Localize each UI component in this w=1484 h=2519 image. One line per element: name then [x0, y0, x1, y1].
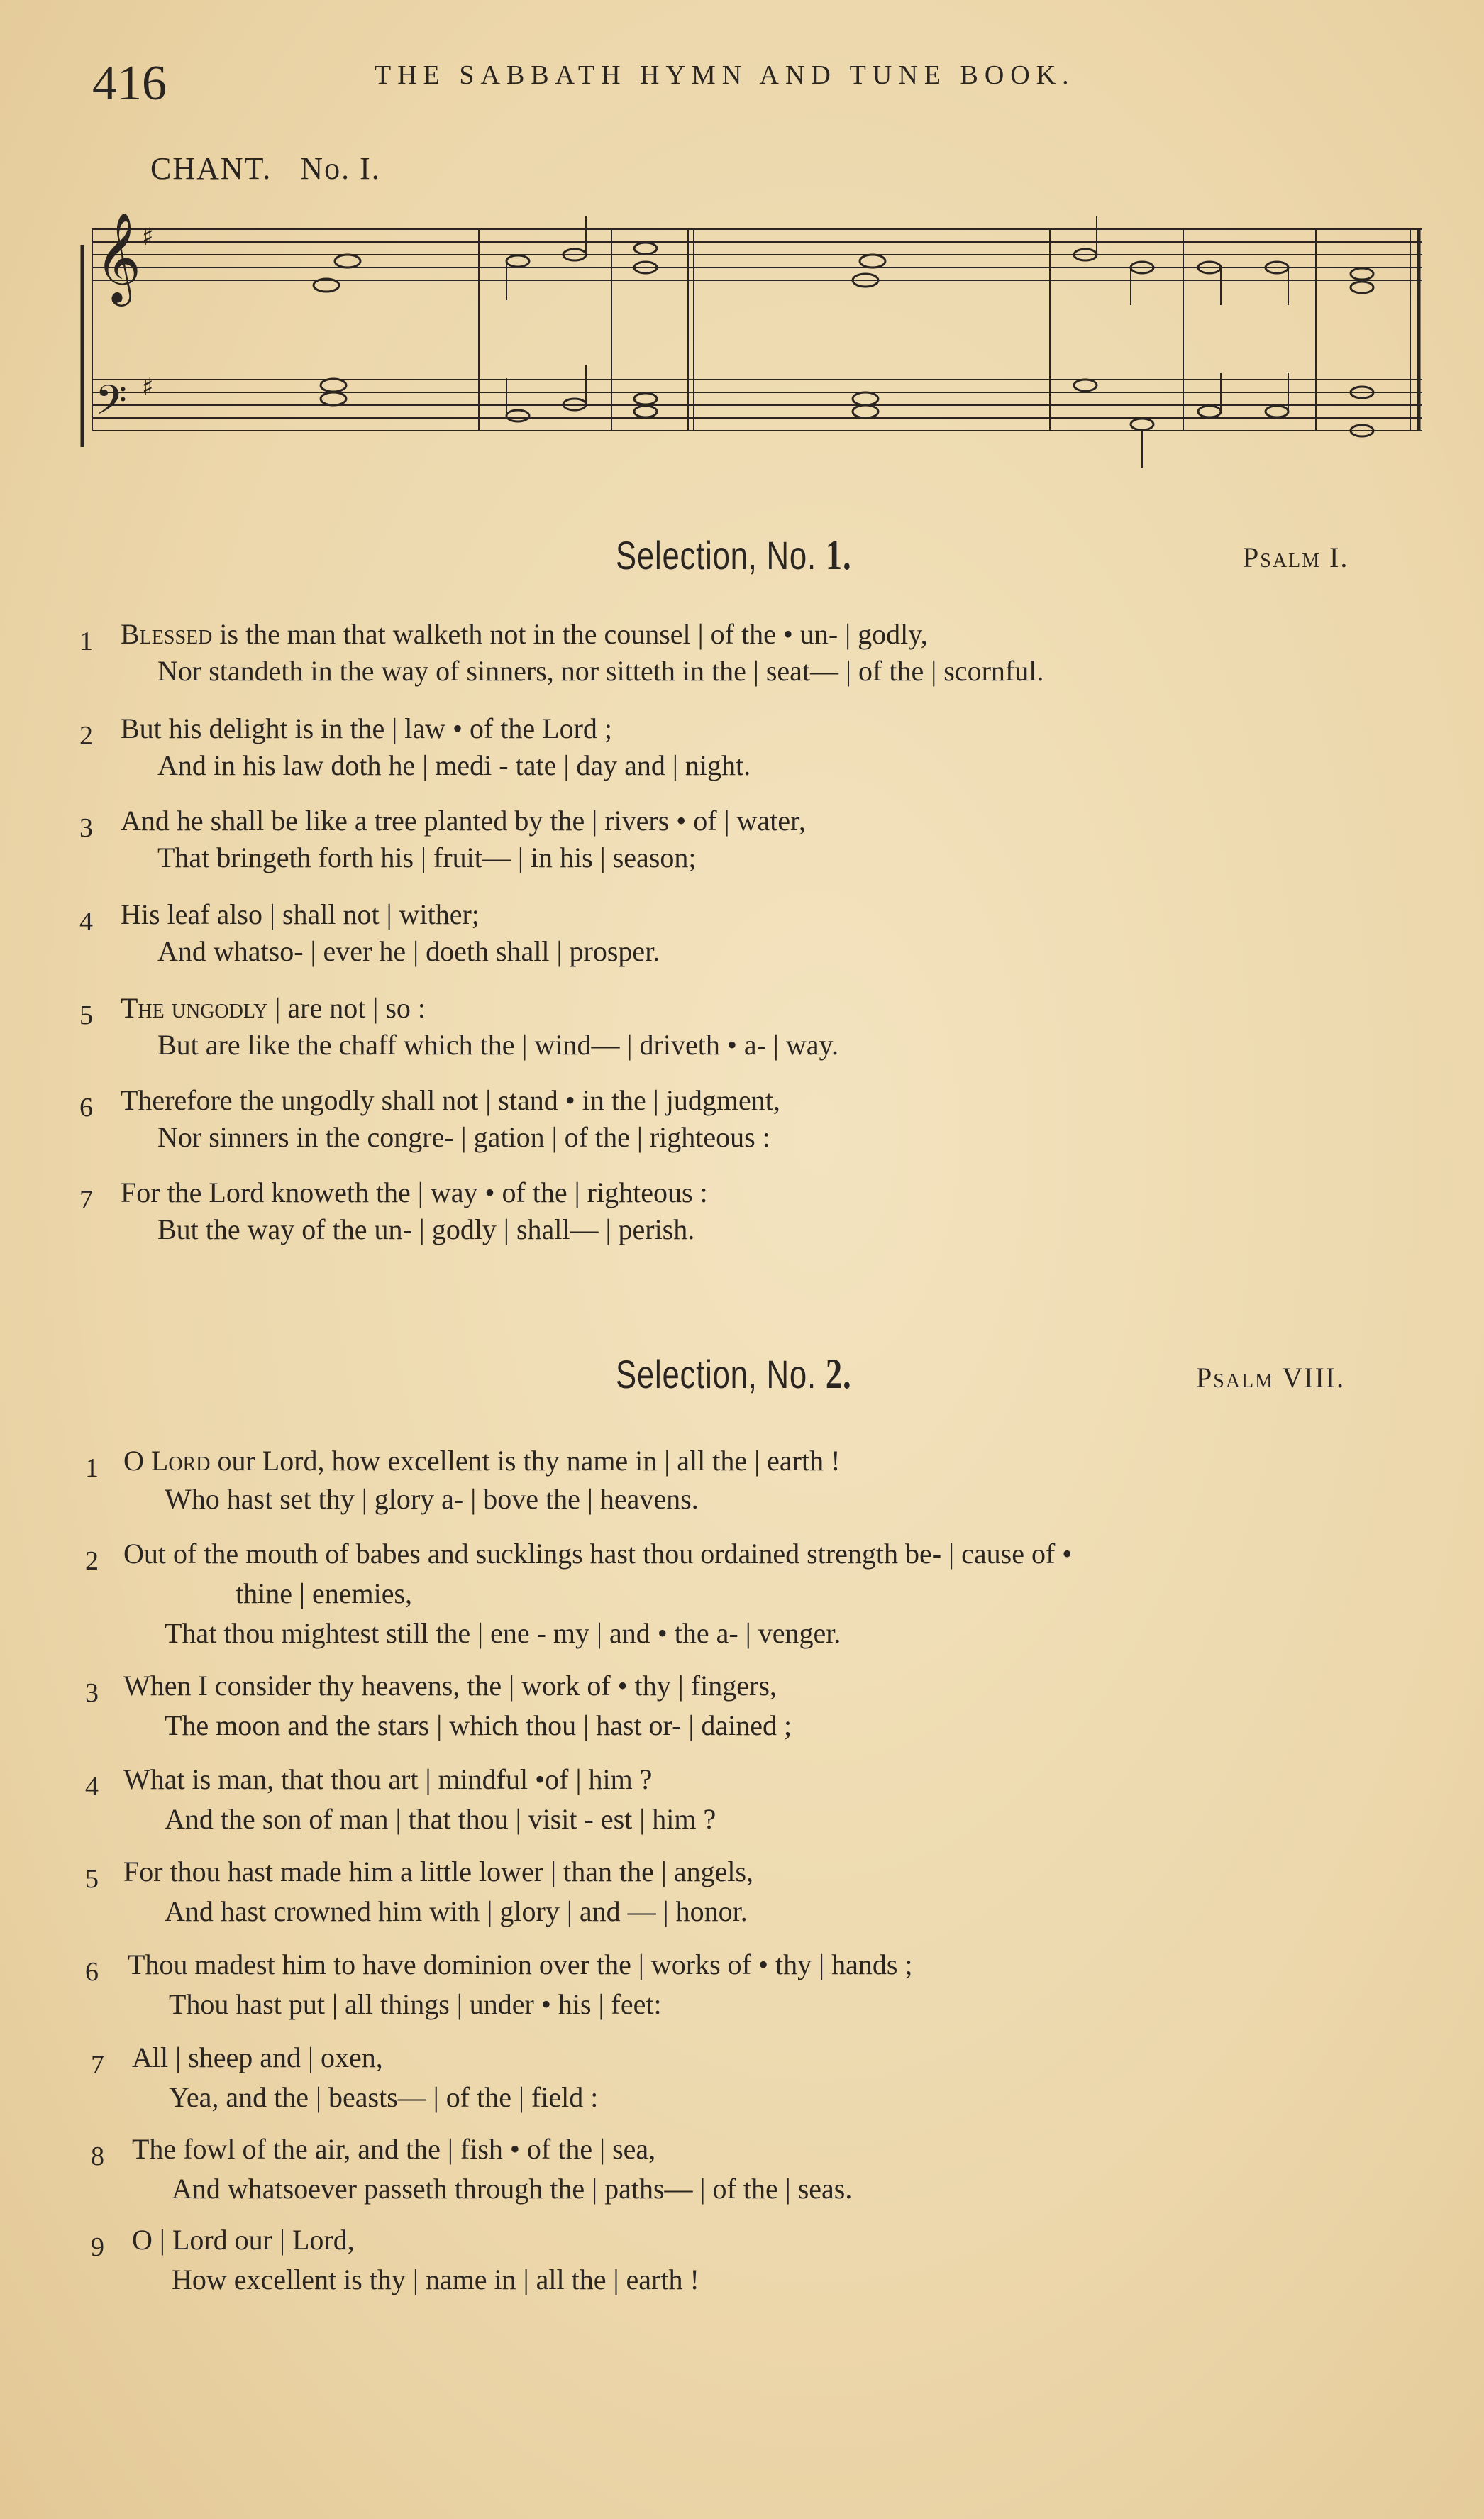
verse-lead-word: Lord	[150, 1445, 211, 1477]
svg-text:♯: ♯	[142, 223, 154, 251]
svg-text:𝄢: 𝄢	[95, 376, 128, 434]
verse-line-2: Nor sinners in the congre- | gation | of the | righteous :	[157, 1121, 770, 1153]
svg-text:𝄞: 𝄞	[95, 211, 142, 302]
selection-2-verse-8	[0, 2132, 1484, 2217]
verse-number: 6	[85, 1957, 99, 1987]
verse-line-3: That thou mightest still the | ene - my | and • the a- | venger.	[165, 1617, 841, 1649]
verse-lead-o: O	[123, 1445, 144, 1477]
selection-1-verse-4	[0, 898, 1484, 983]
verse-line-1: And he shall be like a tree planted by the | rivers • of | water,	[121, 805, 806, 837]
verse-line-1: The fowl of the air, and the | fish • of the | sea,	[132, 2133, 656, 2165]
selection-1-verse-1	[0, 617, 1484, 702]
verse-number: 5	[79, 1001, 93, 1030]
selection-number: 2.	[825, 1350, 852, 1397]
verse-line-2: And hast crowned him with | glory | and — | honor.	[165, 1895, 748, 1927]
verse-line-1: our Lord, how excellent is thy name in | all the | earth !	[217, 1445, 841, 1477]
selection-2-verse-6	[0, 1948, 1484, 2033]
selection-1-verse-6	[0, 1084, 1484, 1169]
verse-line-2: thine | enemies,	[236, 1577, 413, 1609]
running-title: THE SABBATH HYMN AND TUNE BOOK.	[375, 60, 1075, 90]
verse-number: 8	[91, 2142, 104, 2171]
selection-2-verse-2	[0, 1537, 1484, 1658]
verse-line-1: Out of the mouth of babes and sucklings hast thou ordained strength be- | cause of •	[123, 1538, 1073, 1570]
verse-number: 5	[85, 1864, 99, 1894]
verse-number: 7	[79, 1185, 93, 1215]
verse-line-2: But the way of the un- | godly | shall— | perish.	[157, 1213, 695, 1245]
verse-line-1: What is man, that thou art | mindful •of | him ?	[123, 1763, 653, 1795]
verse-line-2: The moon and the stars | which thou | hast or- | dained ;	[165, 1709, 792, 1741]
verse-line-1: Therefore the ungodly shall not | stand • in the | judgment,	[121, 1084, 780, 1116]
chant-music-staff	[78, 209, 1426, 472]
selection-1-verse-3	[0, 804, 1484, 889]
verse-line-1: For thou hast made him a little lower | than the | angels,	[123, 1856, 754, 1887]
verse-number: 6	[79, 1093, 93, 1123]
verse-number: 1	[79, 627, 93, 656]
verse-line-2: And whatsoever passeth through the | paths— | of the | seas.	[172, 2173, 853, 2205]
verse-number: 4	[79, 907, 93, 937]
selection-2-verse-9	[0, 2223, 1484, 2308]
verse-line-1: But his delight is in the | law • of the Lord ;	[121, 712, 613, 744]
verse-line-2: Thou hast put | all things | under • his | feet:	[169, 1988, 662, 2020]
verse-number: 1	[85, 1453, 99, 1483]
selection-2-verse-1	[0, 1444, 1484, 1529]
verse-line-2: Who hast set thy | glory a- | bove the | heavens.	[165, 1483, 699, 1515]
verse-line-2: And the son of man | that thou | visit - est | him ?	[165, 1803, 716, 1835]
verse-line-2: How excellent is thy | name in | all the | earth !	[172, 2264, 699, 2295]
verse-line-1: For the Lord knoweth the | way • of the | righteous :	[121, 1176, 708, 1208]
selection-1-verse-5	[0, 991, 1484, 1076]
selection-2-psalm: Psalm VIII.	[1196, 1362, 1346, 1394]
selection-2-verse-3	[0, 1669, 1484, 1754]
selection-1-verse-7	[0, 1176, 1484, 1261]
selection-number: 1.	[825, 531, 852, 578]
verse-line-2: And whatso- | ever he | doeth shall | prosper.	[157, 935, 660, 967]
page-number: 416	[92, 56, 167, 111]
chant-number: No. I.	[300, 151, 381, 186]
verse-line-2: That bringeth forth his | fruit— | in his | season;	[157, 842, 697, 873]
selection-2-verse-7	[0, 2041, 1484, 2126]
verse-line-1: All | sheep and | oxen,	[132, 2041, 383, 2073]
verse-number: 3	[85, 1678, 99, 1708]
verse-number: 2	[79, 721, 93, 751]
verse-line-2: Yea, and the | beasts— | of the | field :	[169, 2081, 599, 2113]
chant-title	[150, 150, 381, 187]
selection-heading-text: Selection, No.	[616, 533, 816, 578]
selection-1-psalm: Psalm I.	[1243, 541, 1349, 573]
verse-line-1: His leaf also | shall not | wither;	[121, 898, 480, 930]
verse-lead-word: Blessed	[121, 618, 213, 650]
verse-number: 7	[91, 2050, 104, 2080]
verse-line-2: Nor standeth in the way of sinners, nor sitteth in the | seat— | of the | scornful.	[157, 655, 1044, 687]
verse-line-2: But are like the chaff which the | wind— | driveth • a- | way.	[157, 1029, 838, 1061]
verse-number: 9	[91, 2232, 104, 2262]
selection-heading-text: Selection, No.	[616, 1352, 816, 1396]
treble-staff	[92, 229, 1422, 280]
selection-2-verse-4	[0, 1763, 1484, 1848]
chant-label: CHANT.	[150, 151, 272, 186]
verse-number: 3	[79, 813, 93, 843]
selection-2-verse-5	[0, 1855, 1484, 1940]
verse-line-1: is the man that walketh not in the counsel | of the • un- | godly,	[219, 618, 928, 650]
verse-line-1: Thou madest him to have dominion over the | works of • thy | hands ;	[128, 1948, 913, 1980]
svg-text:♯: ♯	[142, 373, 154, 402]
verse-lead-word: The ungodly	[121, 992, 268, 1024]
verse-line-1: When I consider thy heavens, the | work of • thy | fingers,	[123, 1670, 777, 1702]
verse-number: 4	[85, 1772, 99, 1802]
bass-staff	[92, 380, 1422, 431]
verse-line-1: | are not | so :	[275, 992, 426, 1024]
verse-line-1: O | Lord our | Lord,	[132, 2224, 355, 2256]
verse-line-2: And in his law doth he | medi - tate | day and | night.	[157, 749, 751, 781]
selection-1-verse-2	[0, 712, 1484, 797]
verse-number: 2	[85, 1546, 99, 1576]
selection-2-heading	[616, 1350, 851, 1399]
selection-1-heading	[616, 531, 851, 580]
